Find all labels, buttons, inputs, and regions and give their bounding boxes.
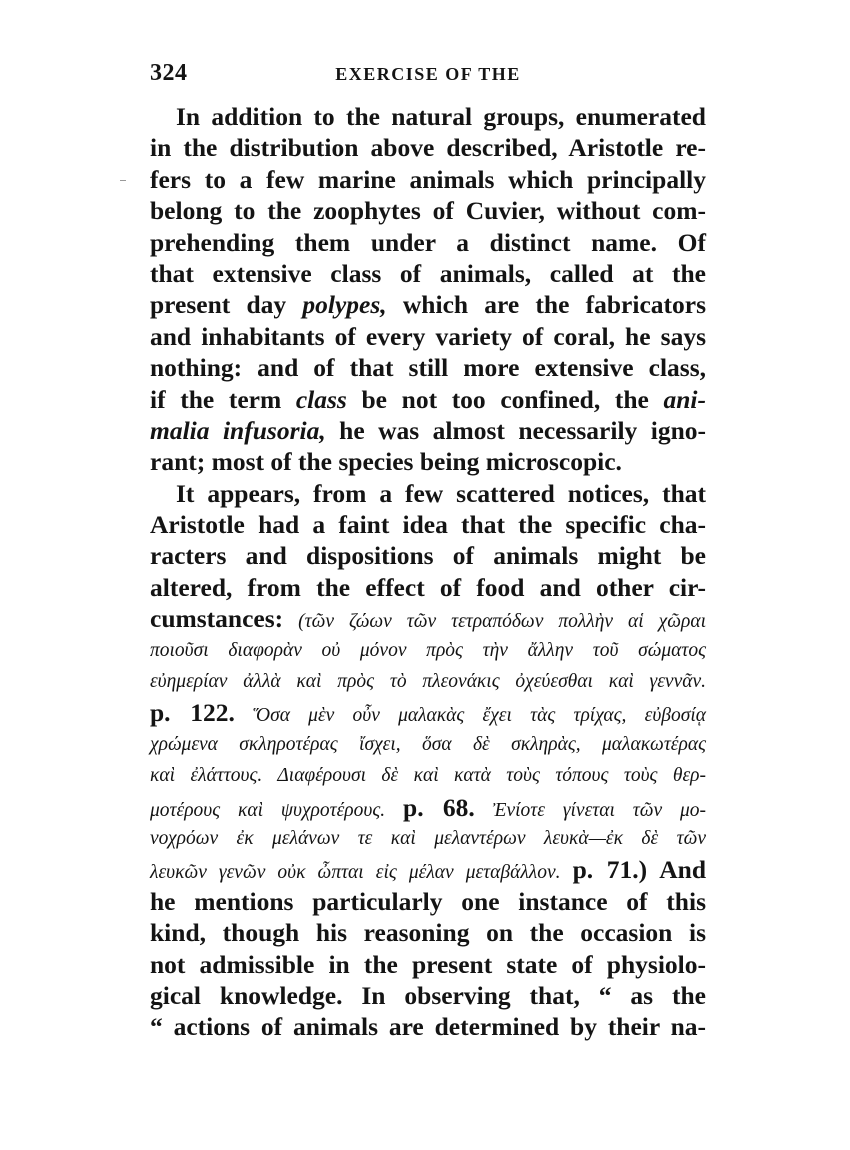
paragraph-2 xyxy=(150,478,706,1043)
text-segment: cumstances: xyxy=(150,604,284,634)
text-line xyxy=(150,697,706,728)
text-segment: present day xyxy=(150,290,303,320)
text-line: In addition to the natural groups, enumerated xyxy=(176,102,706,131)
text-line xyxy=(150,289,706,320)
text-line: in the distribution above described, Aristotle re- xyxy=(150,133,706,163)
text-line: kind, though his reasoning on the occasion is xyxy=(150,918,706,948)
greek-quotation: Ὅσα μὲν οὖν μαλακὰς ἔχει τὰς τρίχας, εὐβοσίᾳ xyxy=(253,705,707,727)
page-reference: p. 71.) And xyxy=(572,855,707,885)
italic-term: malia infusoria, xyxy=(150,415,326,445)
text-line: fers to a few marine animals which principally xyxy=(150,164,706,194)
page-reference: p. 68. xyxy=(403,792,475,822)
text-line: gical knowledge. In observing that, “ as the xyxy=(150,980,706,1010)
text-line: racters and dispositions of animals might be xyxy=(150,541,706,571)
running-header xyxy=(150,60,706,92)
running-title: EXERCISE OF THE xyxy=(335,64,521,84)
italic-term: ani- xyxy=(663,384,706,414)
page-reference: p. 122. xyxy=(150,698,235,728)
text-segment: he was almost necessarily igno- xyxy=(325,415,706,445)
greek-line: χρώμενα σκληροτέρας ἴσχει, ὅσα δὲ σκληρὰς, μαλακωτέρας xyxy=(150,733,706,755)
greek-line: καὶ ἐλάττους. Διαφέρουσι δὲ καὶ κατὰ τοὺς τόπους τοὺς θερ- xyxy=(150,765,706,787)
text-line: not admissible in the present state of physiolo- xyxy=(150,949,706,979)
text-line: It appears, from a few scattered notices, that xyxy=(176,478,706,508)
text-segment: if the term xyxy=(150,384,296,414)
text-line: “ actions of animals are determined by their na- xyxy=(150,1012,706,1042)
italic-term: polypes, xyxy=(302,290,387,320)
greek-line: ποιοῦσι διαφορὰν οὐ μόνον πρὸς τὴν ἄλλην τοῦ σώματος xyxy=(150,639,706,661)
body-text xyxy=(150,101,706,1043)
text-line xyxy=(150,384,706,415)
book-page xyxy=(150,0,706,1150)
greek-line: νοχρόων ἐκ μελάνων τε καὶ μελαντέρων λευκὰ—ἐκ δὲ τῶν xyxy=(150,827,706,849)
text-line: and inhabitants of every variety of coral, he says xyxy=(150,321,706,351)
page-number: 324 xyxy=(150,60,188,86)
text-line: prehending them under a distinct name. Of xyxy=(150,227,706,257)
greek-quotation: μοτέρους καὶ ψυχροτέρους. xyxy=(150,799,386,821)
italic-term: class xyxy=(295,384,347,414)
text-line xyxy=(150,603,706,634)
greek-quotation: (τῶν ζώων τῶν τετραπόδων πολλὴν αἱ χῶραι xyxy=(298,611,706,633)
text-line: rant; most of the species being microscopic. xyxy=(150,447,622,477)
text-line: belong to the zoophytes of Cuvier, without com- xyxy=(150,196,706,226)
text-line: altered, from the effect of food and other cir- xyxy=(150,572,706,602)
margin-dash xyxy=(120,180,126,181)
text-line: he mentions particularly one instance of this xyxy=(150,886,706,916)
greek-quotation: λευκῶν γενῶν οὐκ ὦπται εἰς μέλαν μεταβάλλον. xyxy=(150,862,561,884)
text-line xyxy=(150,415,706,446)
text-segment: which are the fabricators xyxy=(386,290,706,320)
greek-line: εὐημερίαν ἀλλὰ καὶ πρὸς τὸ πλεονάκις ὀχεύεσθαι καὶ γεννᾶν. xyxy=(150,671,706,693)
text-segment: be not too confined, the xyxy=(346,384,664,414)
text-line xyxy=(150,792,706,823)
text-line xyxy=(150,854,706,885)
text-line: that extensive class of animals, called at the xyxy=(150,258,706,288)
text-line: Aristotle had a faint idea that the specific cha- xyxy=(150,510,706,540)
paragraph-1 xyxy=(150,101,706,478)
text-line: nothing: and of that still more extensive class, xyxy=(150,353,706,383)
greek-quotation: Ἐνίοτε γίνεται τῶν μο- xyxy=(492,799,707,821)
